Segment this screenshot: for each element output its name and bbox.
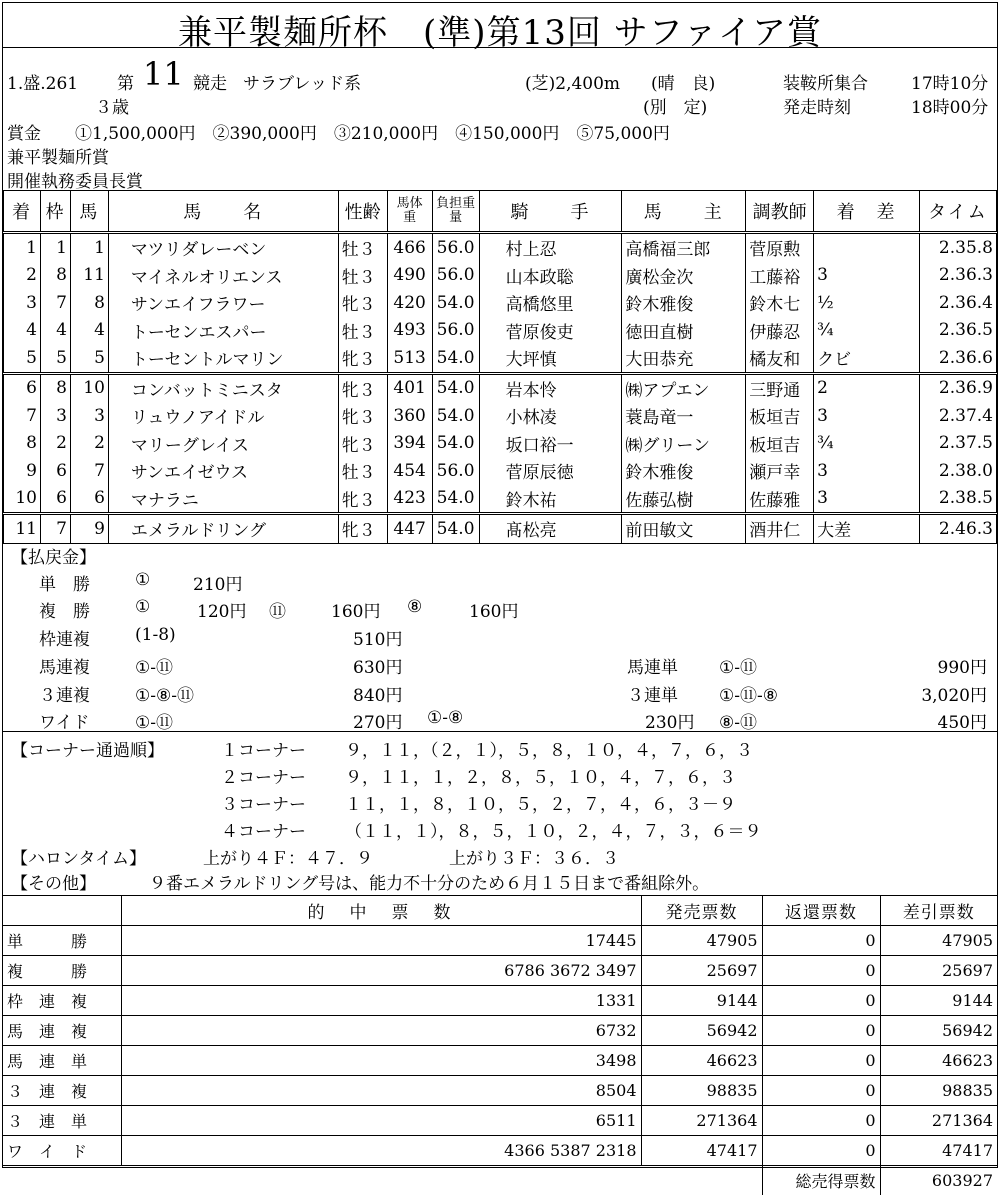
margin: 3 — [814, 485, 920, 514]
race-time: 2.36.4 — [919, 289, 996, 317]
race-num-suffix: 競走 — [193, 69, 227, 94]
payout-amount: 510円 — [353, 625, 402, 650]
waku: 7 — [40, 514, 70, 544]
payout-amount: 160円 — [331, 597, 380, 622]
body-weight: 466 — [387, 233, 432, 262]
load-weight: 54.0 — [432, 373, 479, 402]
votes-row — [3, 986, 997, 1016]
horse-num: 8 — [70, 289, 108, 317]
load-weight: 56.0 — [432, 233, 479, 262]
trainer: 板垣吉 — [746, 402, 814, 430]
corner-label: ４コーナー — [221, 817, 306, 842]
race-result-sheet — [2, 2, 998, 1168]
hit-count: 3498 — [121, 1046, 641, 1076]
bet-type: 複 勝 — [3, 956, 121, 986]
sex-age: 牝３ — [338, 485, 387, 514]
trainer: 伊藤忍 — [746, 317, 814, 345]
payout-combo: ⑧-⑪ — [719, 708, 757, 733]
owner: ㈱アプエン — [622, 373, 746, 402]
body-weight: 490 — [387, 262, 432, 290]
gather-label: 装鞍所集合 — [783, 69, 868, 94]
corner-label: ２コーナー — [221, 763, 306, 788]
net-count: 47905 — [880, 926, 997, 956]
sales-count: 47417 — [641, 1136, 762, 1166]
body-weight: 447 — [387, 514, 432, 544]
jockey: 小林凌 — [479, 402, 622, 430]
start-time: 18時00分 — [911, 93, 988, 118]
payout-amount: 210円 — [193, 570, 242, 595]
race-weight-type: (別 定) — [643, 93, 707, 118]
trainer: 菅原勲 — [746, 233, 814, 262]
votes-header-row — [3, 896, 997, 926]
results-table — [3, 191, 997, 544]
bet-type: 馬 連 複 — [3, 1016, 121, 1046]
race-time: 2.36.5 — [919, 317, 996, 345]
col-trainer: 調教師 — [746, 191, 814, 233]
horse-num: 1 — [70, 233, 108, 262]
jockey: 菅原辰徳 — [479, 457, 622, 485]
payout-combo: ①-⑪-⑧ — [719, 681, 778, 706]
corner-label: １コーナー — [221, 736, 306, 761]
start-label: 発走時刻 — [783, 93, 851, 118]
horse-name: トーセンエスパー — [108, 317, 338, 345]
result-row — [4, 344, 997, 373]
race-time: 2.36.3 — [919, 262, 996, 290]
trainer: 三野通 — [746, 373, 814, 402]
sex-age: 牡３ — [338, 233, 387, 262]
corner-order: ９，１１，１，２，８，５，１０，４，７，６，３ — [345, 763, 736, 788]
load-weight: 54.0 — [432, 344, 479, 373]
result-row — [4, 233, 997, 262]
sex-age: 牝３ — [338, 514, 387, 544]
payout-amount: 160円 — [469, 597, 518, 622]
horse-name: サンエイゼウス — [108, 457, 338, 485]
refund-count: 0 — [762, 1016, 880, 1046]
race-time: 2.37.5 — [919, 430, 996, 458]
refund-count: 0 — [762, 1136, 880, 1166]
votes-row — [3, 1076, 997, 1106]
waku: 2 — [40, 430, 70, 458]
payout-label-wakuren: 枠連複 — [39, 625, 90, 650]
race-age: ３歳 — [95, 93, 129, 118]
body-weight: 420 — [387, 289, 432, 317]
margin: 3 — [814, 457, 920, 485]
votes-row — [3, 1046, 997, 1076]
sales-count: 47905 — [641, 926, 762, 956]
body-weight: 493 — [387, 317, 432, 345]
bet-type: 単 勝 — [3, 926, 121, 956]
net-count: 46623 — [880, 1046, 997, 1076]
net-count: 9144 — [880, 986, 997, 1016]
load-weight: 54.0 — [432, 485, 479, 514]
payout-combo: ①-⑪ — [719, 653, 757, 678]
sex-age: 牝３ — [338, 430, 387, 458]
race-time: 2.38.5 — [919, 485, 996, 514]
sex-age: 牡３ — [338, 457, 387, 485]
bet-type: ３ 連 複 — [3, 1076, 121, 1106]
payout-label-fukusho: 複 勝 — [39, 597, 90, 622]
payout-label-wide: ワイド — [39, 708, 90, 733]
pos: 11 — [4, 514, 41, 544]
col-hit: 的 中 票 数 — [121, 896, 641, 926]
trainer: 佐藤雅 — [746, 485, 814, 514]
payout-amount: 990円 — [938, 653, 987, 678]
owner: 廣松金次 — [622, 262, 746, 290]
horse-num: 11 — [70, 262, 108, 290]
furlong-4f: 上がり４Ｆ：４７．９ — [203, 844, 373, 869]
load-weight: 56.0 — [432, 457, 479, 485]
race-time: 2.36.6 — [919, 344, 996, 373]
pos: 3 — [4, 289, 41, 317]
refund-count: 0 — [762, 926, 880, 956]
hit-count: 4366 5387 2318 — [121, 1136, 641, 1166]
body-weight: 454 — [387, 457, 432, 485]
margin: 3 — [814, 262, 920, 290]
sex-age: 牡３ — [338, 317, 387, 345]
col-weight: 馬体重 — [387, 191, 432, 233]
race-time: 2.38.0 — [919, 457, 996, 485]
race-time: 2.35.8 — [919, 233, 996, 262]
payout-combo: ①-⑪ — [135, 708, 173, 733]
horse-num: 7 — [70, 457, 108, 485]
race-breed: サラブレッド系 — [243, 69, 361, 94]
corner-title: 【コーナー通過順】 — [11, 736, 164, 761]
owner: 徳田直樹 — [622, 317, 746, 345]
result-row — [4, 373, 997, 402]
col-load: 負担重量 — [432, 191, 479, 233]
jockey: 鈴木祐 — [479, 485, 622, 514]
award-2: 開催執務委員長賞 — [7, 167, 143, 192]
col-refund: 返還票数 — [762, 896, 880, 926]
payout-label-sanrenpuku: ３連複 — [39, 681, 90, 706]
pos: 7 — [4, 402, 41, 430]
horse-num: 4 — [70, 317, 108, 345]
waku: 8 — [40, 373, 70, 402]
owner: 前田敏文 — [622, 514, 746, 544]
owner: 蓑島竜一 — [622, 402, 746, 430]
result-row — [4, 402, 997, 430]
payout-combo: ① — [135, 597, 150, 617]
race-title: 兼平製麺所杯 (準)第13回 サファイア賞 — [3, 5, 997, 54]
margin: ¾ — [814, 430, 920, 458]
race-distance: (芝)2,400m — [525, 69, 620, 94]
sex-age: 牡３ — [338, 262, 387, 290]
horse-name: トーセントルマリン — [108, 344, 338, 373]
votes-row — [3, 1106, 997, 1136]
payout-amount: 840円 — [353, 681, 402, 706]
votes-table — [3, 895, 997, 1195]
body-weight: 401 — [387, 373, 432, 402]
net-count: 98835 — [880, 1076, 997, 1106]
trainer: 鈴木七 — [746, 289, 814, 317]
horse-name: エメラルドリング — [108, 514, 338, 544]
race-time: 2.37.4 — [919, 402, 996, 430]
payout-amount: 270円 — [353, 708, 402, 733]
jockey: 高橋悠里 — [479, 289, 622, 317]
race-time: 2.36.9 — [919, 373, 996, 402]
sales-count: 9144 — [641, 986, 762, 1016]
waku: 6 — [40, 457, 70, 485]
pos: 6 — [4, 373, 41, 402]
sales-count: 56942 — [641, 1016, 762, 1046]
votes-row — [3, 1016, 997, 1046]
divider — [3, 47, 997, 48]
waku: 1 — [40, 233, 70, 262]
col-waku: 枠 — [40, 191, 70, 233]
race-num-prefix: 第 — [117, 69, 134, 94]
trainer: 酒井仁 — [746, 514, 814, 544]
horse-name: マツリダレーベン — [108, 233, 338, 262]
margin: 2 — [814, 373, 920, 402]
waku: 3 — [40, 402, 70, 430]
payout-label-umatan: 馬連単 — [627, 653, 678, 678]
jockey: 菅原俊吏 — [479, 317, 622, 345]
sales-count: 271364 — [641, 1106, 762, 1136]
bet-type: ３ 連 単 — [3, 1106, 121, 1136]
trainer: 工藤裕 — [746, 262, 814, 290]
waku: 4 — [40, 317, 70, 345]
pos: 10 — [4, 485, 41, 514]
jockey: 坂口裕一 — [479, 430, 622, 458]
hit-count: 17445 — [121, 926, 641, 956]
margin: 3 — [814, 402, 920, 430]
owner: 高橋福三郎 — [622, 233, 746, 262]
payout-combo: ① — [135, 570, 150, 590]
pos: 4 — [4, 317, 41, 345]
col-jockey: 騎 手 — [479, 191, 622, 233]
payout-amount: 230円 — [645, 708, 694, 733]
jockey: 山本政聡 — [479, 262, 622, 290]
col-net: 差引票数 — [880, 896, 997, 926]
horse-name: マイネルオリエンス — [108, 262, 338, 290]
payout-amount: 630円 — [353, 653, 402, 678]
jockey: 岩本怜 — [479, 373, 622, 402]
body-weight: 423 — [387, 485, 432, 514]
margin: クビ — [814, 344, 920, 373]
result-row — [4, 262, 997, 290]
horse-name: コンバットミニスタ — [108, 373, 338, 402]
horse-name: マナラニ — [108, 485, 338, 514]
furlong-title: 【ハロンタイム】 — [11, 844, 146, 869]
payout-amount: 3,020円 — [921, 681, 987, 706]
payout-amount: 450円 — [938, 708, 987, 733]
payout-combo: ⑧ — [407, 597, 422, 617]
sex-age: 牝３ — [338, 402, 387, 430]
body-weight: 394 — [387, 430, 432, 458]
col-owner: 馬 主 — [622, 191, 746, 233]
sex-age: 牝３ — [338, 373, 387, 402]
furlong-3f: 上がり３Ｆ：３６．３ — [449, 844, 619, 869]
load-weight: 54.0 — [432, 514, 479, 544]
waku: 5 — [40, 344, 70, 373]
col-margin: 着 差 — [814, 191, 920, 233]
waku: 7 — [40, 289, 70, 317]
other-text: ９番エメラルドリング号は、能力不十分のため６月１５日まで番組除外。 — [149, 869, 709, 894]
jockey: 村上忍 — [479, 233, 622, 262]
sex-age: 牝３ — [338, 289, 387, 317]
col-sex: 性齢 — [338, 191, 387, 233]
col-time: タイム — [919, 191, 996, 233]
pos: 2 — [4, 262, 41, 290]
prize-list: 賞金 ①1,500,000円 ②390,000円 ③210,000円 ④150,000円 ⑤75,000円 — [7, 119, 670, 144]
refund-count: 0 — [762, 1076, 880, 1106]
payout-label-umaren: 馬連複 — [39, 653, 90, 678]
race-number: 11 — [143, 55, 184, 93]
margin: ½ — [814, 289, 920, 317]
race-id: 1.盛.261 — [7, 69, 78, 94]
horse-num: 6 — [70, 485, 108, 514]
refund-count: 0 — [762, 986, 880, 1016]
payout-combo: (1-8) — [135, 625, 176, 645]
owner: ㈱グリーン — [622, 430, 746, 458]
race-time: 2.46.3 — [919, 514, 996, 544]
votes-row — [3, 1136, 997, 1166]
hit-count: 6511 — [121, 1106, 641, 1136]
load-weight: 54.0 — [432, 402, 479, 430]
jockey: 髙松亮 — [479, 514, 622, 544]
hit-count: 6786 3672 3497 — [121, 956, 641, 986]
load-weight: 56.0 — [432, 262, 479, 290]
refund-count: 0 — [762, 1046, 880, 1076]
pos: 9 — [4, 457, 41, 485]
result-row — [4, 514, 997, 544]
hit-count: 1331 — [121, 986, 641, 1016]
margin — [814, 233, 920, 262]
jockey: 大坪慎 — [479, 344, 622, 373]
result-row — [4, 457, 997, 485]
trainer: 板垣吉 — [746, 430, 814, 458]
result-row — [4, 317, 997, 345]
body-weight: 360 — [387, 402, 432, 430]
horse-num: 10 — [70, 373, 108, 402]
sex-age: 牝３ — [338, 344, 387, 373]
net-count: 271364 — [880, 1106, 997, 1136]
pos: 1 — [4, 233, 41, 262]
load-weight: 54.0 — [432, 289, 479, 317]
corner-label: ３コーナー — [221, 790, 306, 815]
payout-label-tansho: 単 勝 — [39, 570, 90, 595]
refund-count: 0 — [762, 956, 880, 986]
award-1: 兼平製麺所賞 — [7, 143, 109, 168]
horse-name: マリーグレイス — [108, 430, 338, 458]
owner: 鈴木雅俊 — [622, 289, 746, 317]
load-weight: 56.0 — [432, 317, 479, 345]
refund-count: 0 — [762, 1106, 880, 1136]
hit-count: 6732 — [121, 1016, 641, 1046]
payout-title: 【払戻金】 — [11, 543, 96, 568]
net-count: 25697 — [880, 956, 997, 986]
horse-num: 2 — [70, 430, 108, 458]
payout-combo: ⑪ — [269, 597, 286, 622]
hit-count: 8504 — [121, 1076, 641, 1106]
result-row — [4, 430, 997, 458]
results-header-row — [4, 191, 997, 233]
gather-time: 17時10分 — [911, 69, 988, 94]
margin: ¾ — [814, 317, 920, 345]
votes-row — [3, 926, 997, 956]
horse-name: サンエイフラワー — [108, 289, 338, 317]
payout-combo: ①-⑪ — [135, 653, 173, 678]
total-label: 総売得票数 — [762, 1166, 880, 1195]
col-sales: 発売票数 — [641, 896, 762, 926]
sales-count: 98835 — [641, 1076, 762, 1106]
bet-type: 枠 連 複 — [3, 986, 121, 1016]
col-num: 馬 — [70, 191, 108, 233]
corner-order: ９，１１，（２，１），５，８，１０，４，７，６，３ — [345, 736, 753, 761]
horse-num: 9 — [70, 514, 108, 544]
race-weather: (晴 良) — [651, 69, 715, 94]
owner: 鈴木雅俊 — [622, 457, 746, 485]
waku: 8 — [40, 262, 70, 290]
col-name: 馬 名 — [108, 191, 338, 233]
body-weight: 513 — [387, 344, 432, 373]
result-row — [4, 289, 997, 317]
pos: 5 — [4, 344, 41, 373]
sales-count: 25697 — [641, 956, 762, 986]
payout-combo: ①-⑧-⑪ — [135, 681, 194, 706]
trainer: 橘友和 — [746, 344, 814, 373]
owner: 大田恭充 — [622, 344, 746, 373]
load-weight: 54.0 — [432, 430, 479, 458]
net-count: 56942 — [880, 1016, 997, 1046]
corner-order: １１，１，８，１０，５，２，７，４，６，３－９ — [345, 790, 736, 815]
pos: 8 — [4, 430, 41, 458]
margin: 大差 — [814, 514, 920, 544]
waku: 6 — [40, 485, 70, 514]
divider — [3, 731, 997, 732]
result-row — [4, 485, 997, 514]
total-count: 603927 — [880, 1166, 997, 1195]
horse-num: 3 — [70, 402, 108, 430]
trainer: 瀬戸幸 — [746, 457, 814, 485]
sales-count: 46623 — [641, 1046, 762, 1076]
horse-name: リュウノアイドル — [108, 402, 338, 430]
other-title: 【その他】 — [11, 869, 96, 894]
payout-amount: 120円 — [197, 597, 246, 622]
owner: 佐藤弘樹 — [622, 485, 746, 514]
payout-combo: ①-⑧ — [427, 708, 463, 728]
net-count: 47417 — [880, 1136, 997, 1166]
bet-type: 馬 連 単 — [3, 1046, 121, 1076]
bet-type: ワ イ ド — [3, 1136, 121, 1166]
votes-row — [3, 956, 997, 986]
horse-num: 5 — [70, 344, 108, 373]
votes-corner-cell — [3, 896, 121, 926]
col-pos: 着 — [4, 191, 41, 233]
corner-order: （１１，１），８，５，１０，２，４，７，３，６＝９ — [345, 817, 762, 842]
payout-label-sanrentan: ３連単 — [627, 681, 678, 706]
